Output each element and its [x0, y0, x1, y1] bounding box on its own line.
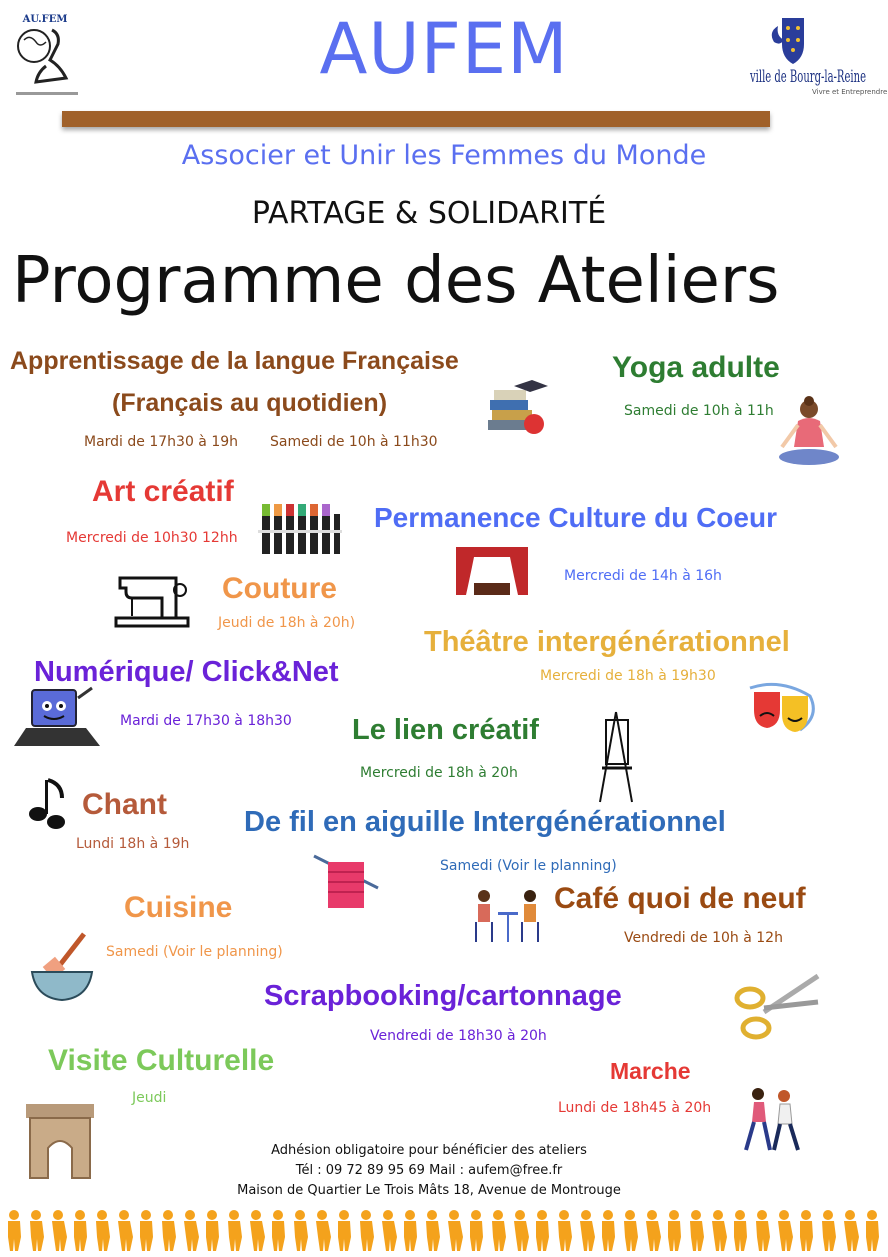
- footer-membership-note: Adhésion obligatoire pour bénéficier des ateliers: [271, 1143, 587, 1158]
- silhouette-figure: [690, 1210, 704, 1251]
- silhouette-figure: [426, 1210, 440, 1251]
- silhouette-figure: [602, 1210, 615, 1251]
- workshop-title-theatre: Théâtre intergénérationnel: [424, 626, 790, 658]
- workshop-schedule-marche: Lundi de 18h45 à 20h: [558, 1100, 712, 1116]
- workshop-title-yoga: Yoga adulte: [612, 351, 780, 384]
- silhouette-figure: [30, 1210, 44, 1251]
- laptop-icon: [16, 684, 104, 754]
- workshop-schedule-numerique: Mardi de 17h30 à 18h30: [120, 713, 292, 729]
- silhouette-figure: [580, 1210, 595, 1251]
- silhouette-figure: [118, 1210, 133, 1251]
- silhouette-figure: [470, 1210, 483, 1251]
- knitting-icon: [312, 852, 380, 916]
- silhouette-figure: [272, 1210, 285, 1251]
- silhouette-figure: [52, 1210, 67, 1251]
- workshop-title-fil-aiguille: De fil en aiguille Intergénérationnel: [244, 806, 726, 838]
- silhouette-figure: [382, 1210, 397, 1251]
- easel-icon: [596, 712, 636, 808]
- silhouette-figure: [184, 1210, 199, 1251]
- workshop-schedule-fil-aiguille: Samedi (Voir le planning): [440, 858, 617, 874]
- cafe-people-icon: [470, 886, 546, 948]
- footer-address: Maison de Quartier Le Trois Mâts 18, Avenue de Montrouge: [237, 1183, 621, 1198]
- workshop-schedule-couture: Jeudi de 18h à 20h): [218, 615, 356, 631]
- workshop-title-cuisine: Cuisine: [124, 891, 233, 924]
- bourg-logo-name: ville de Bourg-la-Reine: [749, 67, 866, 87]
- page-title: AUFEM: [319, 8, 569, 90]
- workshop-schedule-cuisine: Samedi (Voir le planning): [106, 944, 283, 960]
- yoga-icon: [776, 395, 842, 477]
- silhouette-figure: [646, 1210, 661, 1251]
- music-note-icon: [28, 776, 68, 834]
- paint-tubes-icon: [258, 494, 342, 560]
- silhouette-figure: [492, 1210, 506, 1251]
- silhouette-figure: [74, 1210, 87, 1251]
- workshop-schedule-cafe: Vendredi de 10h à 12h: [624, 930, 783, 946]
- workshop-schedule-art-creatif: Mercredi de 10h30 12hh: [66, 530, 238, 546]
- workshop-title-lien-creatif: Le lien créatif: [352, 714, 539, 746]
- workshop-schedule-francais-1: Mardi de 17h30 à 19h: [84, 434, 239, 450]
- workshop-title-couture: Couture: [222, 572, 337, 605]
- silhouette-figure: [800, 1210, 813, 1251]
- silhouette-figure: [844, 1210, 859, 1251]
- subtitle: PARTAGE & SOLIDARITÉ: [251, 196, 607, 231]
- stage-curtain-icon: [456, 547, 528, 599]
- silhouette-figure: [624, 1210, 638, 1251]
- workshop-schedule-permanence: Mercredi de 14h à 16h: [564, 568, 722, 584]
- workshop-title-permanence: Permanence Culture du Coeur: [374, 502, 777, 533]
- silhouette-figure: [140, 1210, 153, 1251]
- workshop-title-visite: Visite Culturelle: [48, 1044, 275, 1077]
- workshop-schedule-scrapbooking: Vendredi de 18h30 à 20h: [370, 1028, 547, 1044]
- workshop-title-chant: Chant: [82, 788, 167, 821]
- aufem-logo-text: AU.FEM: [22, 14, 68, 25]
- silhouette-figure: [162, 1210, 176, 1251]
- silhouette-figure: [668, 1210, 681, 1251]
- silhouette-figure: [338, 1210, 351, 1251]
- silhouette-figure: [250, 1210, 265, 1251]
- workshop-title-cafe: Café quoi de neuf: [554, 882, 806, 915]
- silhouette-figure: [558, 1210, 572, 1251]
- workshop-schedule-francais-2: Samedi de 10h à 11h30: [270, 434, 438, 450]
- silhouette-figure: [294, 1210, 308, 1251]
- silhouette-figure: [316, 1210, 331, 1251]
- workshop-schedule-theatre: Mercredi de 18h à 19h30: [540, 668, 716, 684]
- workshop-title-scrapbooking: Scrapbooking/cartonnage: [264, 980, 622, 1012]
- silhouette-figure: [756, 1210, 770, 1251]
- tagline: Associer et Unir les Femmes du Monde: [181, 140, 707, 171]
- scissors-icon: [734, 972, 820, 1046]
- silhouette-figure: [206, 1210, 219, 1251]
- silhouettes-strip: [0, 1203, 888, 1253]
- silhouette-figure: [536, 1210, 549, 1251]
- footer-contact: Tél : 09 72 89 95 69 Mail : aufem@free.fr: [295, 1163, 563, 1178]
- divider-bar: [62, 111, 770, 127]
- workshop-title-art-creatif: Art créatif: [92, 475, 234, 508]
- sewing-machine-icon: [114, 570, 190, 634]
- silhouette-figure: [96, 1210, 110, 1251]
- silhouette-figure: [448, 1210, 463, 1251]
- silhouette-figure: [778, 1210, 793, 1251]
- workshop-schedule-yoga: Samedi de 10h à 11h: [624, 403, 774, 419]
- workshop-schedule-visite: Jeudi: [132, 1090, 167, 1106]
- workshop-schedule-lien-creatif: Mercredi de 18h à 20h: [360, 765, 518, 781]
- silhouette-figure: [822, 1210, 836, 1251]
- workshop-title-francais: Apprentissage de la langue Française: [10, 347, 459, 375]
- workshop-title-marche: Marche: [610, 1058, 691, 1084]
- programme-heading: Programme des Ateliers: [12, 244, 780, 318]
- silhouette-figure: [712, 1210, 727, 1251]
- theatre-masks-icon: [750, 682, 818, 742]
- silhouette-figure: [228, 1210, 242, 1251]
- workshop-subtitle-francais: (Français au quotidien): [112, 389, 388, 417]
- bourg-logo-motto: Vivre et Entreprendre: [812, 88, 888, 96]
- silhouette-figure: [8, 1210, 21, 1251]
- workshop-title-numerique: Numérique/ Click&Net: [34, 656, 339, 688]
- silhouette-figure: [514, 1210, 529, 1251]
- silhouette-figure: [360, 1210, 374, 1251]
- workshop-schedule-chant: Lundi 18h à 19h: [76, 836, 190, 852]
- books-icon: [484, 380, 548, 442]
- silhouette-figure: [404, 1210, 417, 1251]
- silhouette-figure: [734, 1210, 747, 1251]
- silhouette-figure: [866, 1210, 879, 1251]
- mixing-bowl-icon: [30, 930, 94, 1006]
